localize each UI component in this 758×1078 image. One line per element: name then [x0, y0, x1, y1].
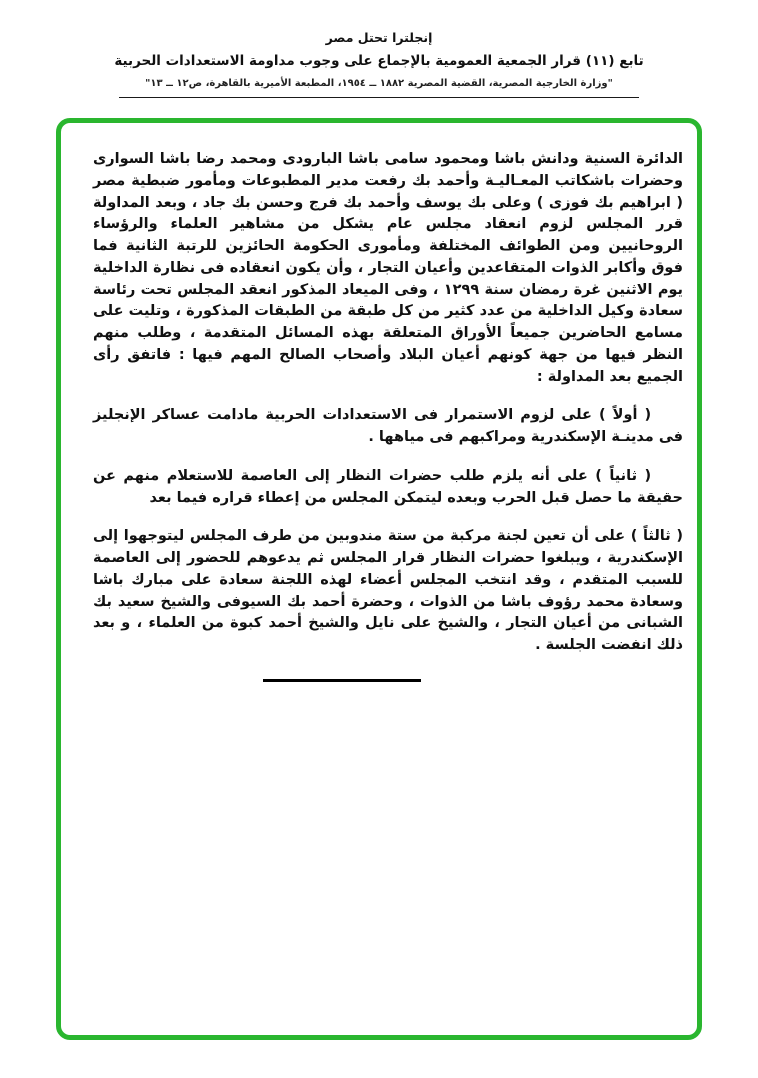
header-citation: "وزارة الخارجية المصرية، القضية المصرية ١٨٨٢ ــ ١٩٥٤، المطبعة الأميرية بالقاهرة، ص١٢ ــ ١٣" [145, 78, 613, 89]
paragraph-intro: الدائرة السنية ودانش باشا ومحمود سامى باشا البارودى ومحمد رضا باشا السوارى وحضرات باشكاتب المعـاليـة وأحمد بك رفعت مدير المطبوعات ومأمور ضبطية مصر ( ابراهيم بك فوزى ) وعلى بك يوسف وأحمد بك فرج وحسن بك جاد ، وبعد المداولة قرر المجلس لزوم انعقاد مجلس عام يشكل من مشاهير العلماء والرؤساء الروحانيين ومن الطوائف المختلفة ومأمورى الحكومة الحائزين للرتبة الثانية فما فوق وأكابر الذوات المتقاعدين وأعيان التجار ، وأن يكون انعقاده فى نظارة الداخلية يوم الاثنين غرة رمضان سنة ١٢٩٩ ، وفى الميعاد المذكور انعقد المجلس تحت رئاسة سعادة وكيل الداخلية من عدد كثير من كل طبقة من الطبقات المذكورة ، وتليت على مسامع الحاضرين جميعاً الأوراق المتعلقة بهذه المسائل المتقدمة ، وطلب منهم النظر فيها من جهة كونهم أعيان البلاد وأصحاب الصالح المهم فيها : فاتفق رأى الجميع بعد المداولة : [93, 151, 683, 385]
paragraph-third-resolution: ( ثالثاً ) على أن تعين لجنة مركبة من ستة مندوبين من طرف المجلس ليتوجهوا إلى الإسكندرية ، ويبلغوا حضرات النظار قرار المجلس ثم يدعوهم للحضور إلى العاصمة للسبب المتقدم ، وقد انتخب المجلس أعضاء لهذه اللجنة سعادة على مبارك باشا وسعادة محمد رؤوف باشا من الذوات ، وحضرة أحمد بك السيوفى والشيخ سعيد بك الشبانى من أعيان التجار ، والشيخ على نايل والشيخ أحمد كبوة من العلماء ، و بعد ذلك انفضت الجلسة . [93, 528, 683, 653]
document-body [61, 123, 697, 682]
header-divider [119, 97, 639, 98]
paragraph-first-resolution: ( أولاً ) على لزوم الاستمرار فى الاستعدادات الحربية مادامت عساكر الإنجليز فى مدينـة الإسكندرية ومراكبهم فى مياهها . [93, 407, 683, 445]
document-header [0, 0, 758, 98]
paragraph-second-resolution: ( ثانياً ) على أنه يلزم طلب حضرات النظار إلى العاصمة للاستعلام منهم عن حقيقة ما حصل قبل الحرب وبعده ليتمكن المجلس من إعطاء قراره فيما بعد [93, 467, 683, 506]
header-subtitle: تابع (١١) قرار الجمعية العمومية بالإجماع على وجوب مداومة الاستعدادات الحربية [114, 53, 644, 69]
green-border-frame [56, 118, 702, 1040]
header-title: إنجلترا تحتل مصر [325, 30, 433, 45]
closing-divider [263, 679, 421, 682]
